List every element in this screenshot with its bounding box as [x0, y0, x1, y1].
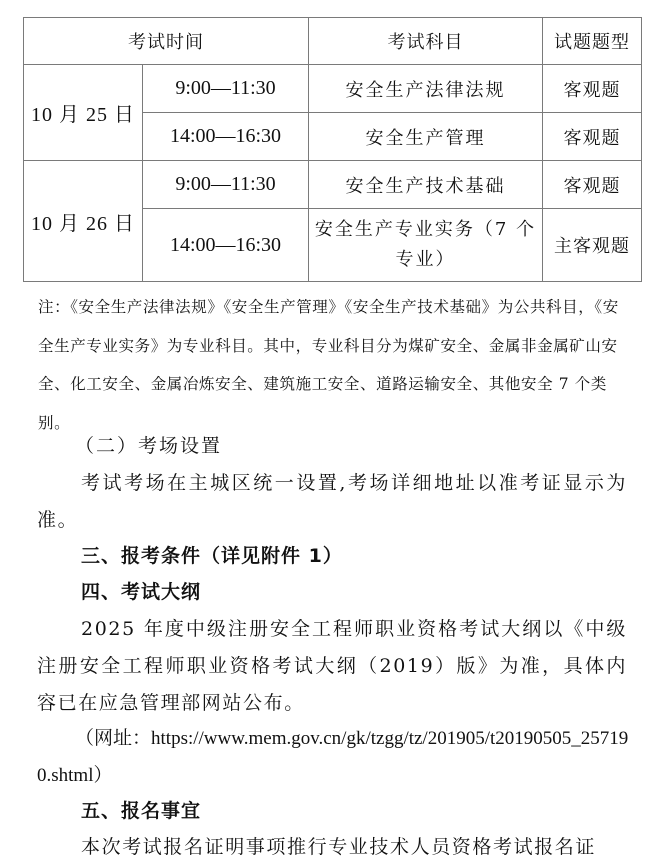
syllabus-url-link[interactable]: https://www.mem.gov.cn/gk/tzgg/tz/201905/t20190505_257190.shtml	[37, 728, 629, 786]
exam-subject: 安全生产法律法规	[309, 65, 543, 113]
question-type: 客观题	[543, 161, 642, 209]
exam-time: 14:00—16:30	[143, 113, 309, 161]
section-registration-body: 本次考试报名证明事项推行专业技术人员资格考试报名证	[81, 836, 597, 858]
exam-time: 14:00—16:30	[143, 209, 309, 282]
section-venue-body: 考试考场在主城区统一设置,考场详细地址以准考证显示为准。	[37, 472, 627, 531]
table-note: 注：《安全生产法律法规》《安全生产管理》《安全生产技术基础》为公共科目，《安全生产专业实务》为专业科目。其中，专业科目分为煤矿安全、金属非金属矿山安全、化工安全、金属冶炼安全、建筑施工安全、道路运输安全、其他安全 7 个类别。	[38, 298, 619, 432]
section-registration-heading: 五、报名事宜	[81, 800, 202, 822]
section-conditions-heading: 三、报考条件（详见附件 1）	[81, 545, 343, 567]
table-header-row	[24, 18, 642, 65]
exam-date: 10 月 25 日	[24, 65, 143, 161]
header-question-type: 试题题型	[543, 18, 642, 65]
table-row	[24, 161, 642, 209]
question-type: 客观题	[543, 65, 642, 113]
exam-time: 9:00—11:30	[143, 161, 309, 209]
section-syllabus-heading: 四、考试大纲	[81, 581, 202, 603]
exam-subject: 安全生产管理	[309, 113, 543, 161]
section-syllabus-body: 2025 年度中级注册安全工程师职业资格考试大纲以《中级注册安全工程师职业资格考试大纲（2019）版》为准，具体内容已在应急管理部网站公布。	[37, 618, 627, 714]
url-suffix: ）	[93, 764, 113, 786]
exam-schedule-table	[23, 17, 642, 282]
exam-date: 10 月 26 日	[24, 161, 143, 282]
exam-subject: 安全生产技术基础	[309, 161, 543, 209]
header-exam-time: 考试时间	[24, 18, 309, 65]
section-venue-heading: （二）考场设置	[75, 435, 223, 457]
exam-time: 9:00—11:30	[143, 65, 309, 113]
syllabus-url-paragraph	[37, 720, 637, 794]
url-prefix: （网址：	[75, 727, 152, 749]
question-type: 客观题	[543, 113, 642, 161]
question-type: 主客观题	[543, 209, 642, 282]
header-exam-subject: 考试科目	[309, 18, 543, 65]
table-row	[24, 65, 642, 113]
exam-subject: 安全生产专业实务（7 个专业）	[309, 209, 543, 282]
